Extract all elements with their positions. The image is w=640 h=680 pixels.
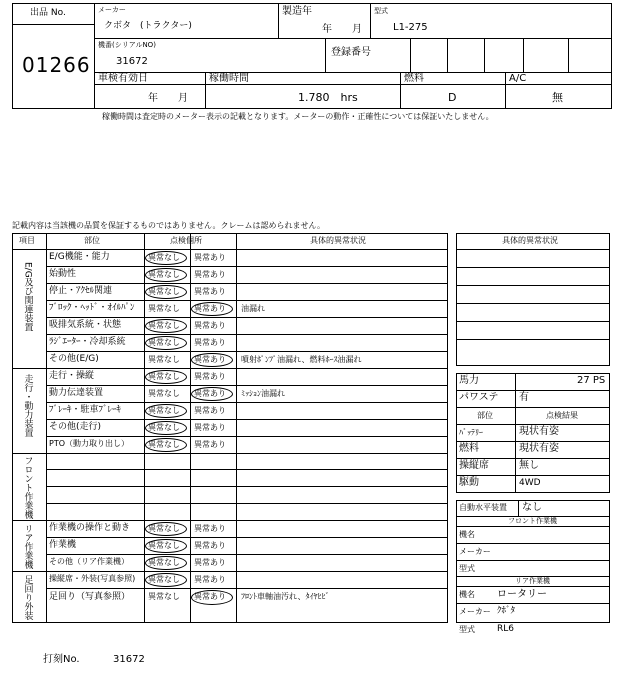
ok-circle-mark xyxy=(145,285,187,299)
front-model-label: 型式 xyxy=(459,564,475,573)
ng-option: 異常あり xyxy=(194,320,226,330)
rear-name-value: ロータリー xyxy=(497,589,547,600)
ok-circle-mark xyxy=(145,319,187,333)
rear-implement-title: リア作業機 xyxy=(515,577,550,585)
ok-circle-mark xyxy=(145,556,187,570)
ok-circle-mark xyxy=(145,251,187,265)
ok-option: 異常なし xyxy=(148,592,180,601)
disclaimer: 記載内容は当該機の品質を保証するものではありません。クレームは認められません。 xyxy=(12,221,325,230)
stamp-number: 31672 xyxy=(113,654,145,665)
model-label: 型式 xyxy=(374,7,388,15)
row-part-label: ﾌﾞﾚｰｷ・駐車ﾌﾞﾚｰｷ xyxy=(49,405,122,415)
ok-circle-mark xyxy=(145,370,187,384)
table-rule xyxy=(46,300,448,301)
rear-model-label: 型式 xyxy=(459,625,475,634)
row-part-label: E/G機能・能力 xyxy=(49,252,110,262)
table-rule xyxy=(46,368,448,369)
year-unit: 年 月 xyxy=(322,24,362,35)
ok-option: 異常なし xyxy=(148,439,180,449)
table-rule xyxy=(46,486,448,487)
power-steering-label: パワステ xyxy=(459,392,499,403)
rear-model-value: RL6 xyxy=(497,624,514,634)
ok-option: 異常なし xyxy=(148,557,180,567)
ng-option: 異常あり xyxy=(194,557,226,567)
ok-circle-mark xyxy=(145,421,187,435)
lot-label: 出品 No. xyxy=(30,8,66,18)
ok-option: 異常なし xyxy=(148,354,180,364)
ac-label: A/C xyxy=(509,73,527,84)
row-part-label: その他（リア作業機） xyxy=(49,557,129,566)
ok-circle-mark xyxy=(145,522,187,536)
row-part-label: 吸排気系統・状態 xyxy=(49,320,122,330)
ok-option: 異常なし xyxy=(148,269,180,279)
ng-option: 異常あり xyxy=(194,523,226,533)
row-part-label: PTO（動力取り出し） xyxy=(49,439,130,448)
result-header: 点検結果 xyxy=(546,411,578,420)
fuel-value: D xyxy=(448,91,457,104)
maker-value: クボタ (トラクター) xyxy=(104,21,192,31)
rear-maker-value: ｸﾎﾞﾀ xyxy=(497,606,516,616)
row-part-label: 足回り（写真参照） xyxy=(49,591,131,602)
ok-option: 異常なし xyxy=(148,422,180,432)
row-detail: ﾐｯｼｮﾝ油漏れ xyxy=(241,388,285,398)
serial-value: 31672 xyxy=(116,56,148,67)
ng-option: 異常あり xyxy=(194,252,226,262)
ok-option: 異常なし xyxy=(148,371,180,381)
table-rule xyxy=(46,334,448,335)
table-rule xyxy=(46,503,448,504)
table-rule xyxy=(46,520,448,521)
ng-option: 異常あり xyxy=(194,574,226,584)
row-part-label: 操縦席・外装(写真参照) xyxy=(49,574,136,583)
row-part-label: ﾗｼﾞｴｰﾀｰ・冷却系統 xyxy=(49,337,126,347)
ac-value: 無 xyxy=(552,91,563,104)
fuel-label: 燃料 xyxy=(404,73,424,84)
ok-option: 異常なし xyxy=(148,337,180,347)
ok-option: 異常なし xyxy=(148,252,180,262)
table-rule xyxy=(46,419,448,420)
ok-circle-mark xyxy=(145,404,187,418)
table-rule xyxy=(46,554,448,555)
row-part-label: 作業機 xyxy=(49,540,77,550)
ok-option: 異常なし xyxy=(148,320,180,330)
year-label: 製造年 xyxy=(282,6,312,17)
ng-option: 異常あり xyxy=(194,371,226,381)
row-part-label: 走行・操縦 xyxy=(49,371,95,381)
right-detail-title: 具体的異常状況 xyxy=(502,236,558,245)
hours-label: 稼働時間 xyxy=(209,73,249,84)
ok-option: 異常なし xyxy=(148,574,180,584)
front-name-label: 機名 xyxy=(459,530,475,539)
ng-option: 異常あり xyxy=(194,439,226,449)
ng-option: 異常あり xyxy=(194,303,226,313)
group-exterior: 足回り外装 xyxy=(22,575,33,620)
table-rule xyxy=(46,283,448,284)
table-rule xyxy=(46,436,448,437)
col-item-header: 項目 xyxy=(19,236,35,245)
col-check-header: 点検個所 xyxy=(170,236,202,245)
ok-circle-mark xyxy=(145,573,187,587)
ng-option: 異常あり xyxy=(194,388,226,398)
front-maker-label: メーカー xyxy=(459,547,491,556)
row-part-label: ﾌﾞﾛｯｸ・ﾍｯﾄﾞ・ｵｲﾙﾊﾟﾝ xyxy=(49,303,135,313)
ng-circle-mark xyxy=(191,387,233,401)
rear-maker-label: メーカー xyxy=(459,607,491,616)
seat-value: 無し xyxy=(519,460,539,471)
serial-label: 機番(シリアルNO) xyxy=(98,41,156,49)
hours-value: 1.780 hrs xyxy=(298,91,358,104)
hours-note: 稼働時間は査定時のメーター表示の記載となります。メーターの動作・正確性については保証いたしません。 xyxy=(102,112,494,121)
hp-value: 27 PS xyxy=(577,375,606,386)
fuel-check-value: 現状有姿 xyxy=(519,443,559,454)
col-part-header: 部位 xyxy=(84,236,100,245)
ng-option: 異常あり xyxy=(194,354,226,364)
row-part-label: 作業機の操作と動き xyxy=(49,523,131,533)
group-rear: リア作業機 xyxy=(22,524,33,569)
front-implement-title: フロント作業機 xyxy=(508,517,557,525)
row-part-label: 始動性 xyxy=(49,269,77,279)
model-value: L1-275 xyxy=(393,22,428,33)
group-eg: E/G及び関連装置 xyxy=(22,262,33,332)
table-rule xyxy=(46,469,448,470)
rear-name-label: 機名 xyxy=(459,590,475,599)
drive-value: 4WD xyxy=(519,478,541,488)
ng-circle-mark xyxy=(191,353,233,367)
part-header: 部位 xyxy=(477,411,493,420)
row-part-label: その他(E/G) xyxy=(49,354,99,364)
table-rule xyxy=(46,351,448,352)
ng-option: 異常あり xyxy=(194,592,226,601)
inspection-label: 車検有効日 xyxy=(98,73,148,84)
row-part-label: その他(走行) xyxy=(49,422,102,432)
ok-option: 異常なし xyxy=(148,523,180,533)
fuel-check-label: 燃料 xyxy=(459,443,479,454)
col-detail-header: 具体的異常状況 xyxy=(310,236,366,245)
battery-label: ﾊﾞｯﾃﾘｰ xyxy=(459,428,483,437)
group-front: フロント作業機 xyxy=(22,456,33,519)
ng-option: 異常あり xyxy=(194,337,226,347)
ng-option: 異常あり xyxy=(194,540,226,550)
row-detail: ﾌﾛﾝﾄ車軸油汚れ、ﾀｲﾔﾋﾋﾞ xyxy=(241,592,330,601)
table-rule xyxy=(46,317,448,318)
table-rule xyxy=(46,402,448,403)
ok-option: 異常なし xyxy=(148,286,180,296)
ok-circle-mark xyxy=(145,336,187,350)
ng-option: 異常あり xyxy=(194,422,226,432)
table-rule xyxy=(46,385,448,386)
drive-label: 駆動 xyxy=(459,477,479,488)
row-detail: 油漏れ xyxy=(241,303,265,313)
stamp-label: 打刻No. xyxy=(43,654,80,665)
ng-circle-mark xyxy=(191,590,233,605)
lot-number: 01266 xyxy=(22,53,91,77)
ok-circle-mark xyxy=(145,268,187,282)
ng-option: 異常あり xyxy=(194,405,226,415)
maker-label: メーカー xyxy=(98,6,126,14)
ok-option: 異常なし xyxy=(148,388,180,398)
group-drive: 走行・動力装置 xyxy=(22,374,33,437)
row-detail: 噴射ﾎﾟﾝﾌﾟ油漏れ、燃料ﾎｰｽ油漏れ xyxy=(241,354,362,364)
seat-label: 操縦席 xyxy=(459,460,489,471)
ok-option: 異常なし xyxy=(148,540,180,550)
table-rule xyxy=(46,266,448,267)
ok-option: 異常なし xyxy=(148,303,180,313)
inspection-unit: 年 月 xyxy=(148,93,188,104)
leveler-label: 自動水平装置 xyxy=(459,503,507,512)
ok-circle-mark xyxy=(145,438,187,452)
ok-option: 異常なし xyxy=(148,405,180,415)
power-steering-value: 有 xyxy=(519,392,529,403)
table-rule xyxy=(46,537,448,538)
table-rule xyxy=(46,588,448,589)
leveler-value: なし xyxy=(522,502,542,513)
ng-option: 異常あり xyxy=(194,286,226,296)
row-part-label: 動力伝達装置 xyxy=(49,388,104,398)
battery-value: 現状有姿 xyxy=(519,426,559,437)
ok-circle-mark xyxy=(145,539,187,553)
row-part-label: 停止・ｱｸｾﾙ関連 xyxy=(49,286,113,296)
registration-label: 登録番号 xyxy=(331,47,371,58)
ng-circle-mark xyxy=(191,302,233,316)
table-rule xyxy=(46,571,448,572)
ng-option: 異常あり xyxy=(194,269,226,279)
hp-label: 馬力 xyxy=(459,375,479,386)
